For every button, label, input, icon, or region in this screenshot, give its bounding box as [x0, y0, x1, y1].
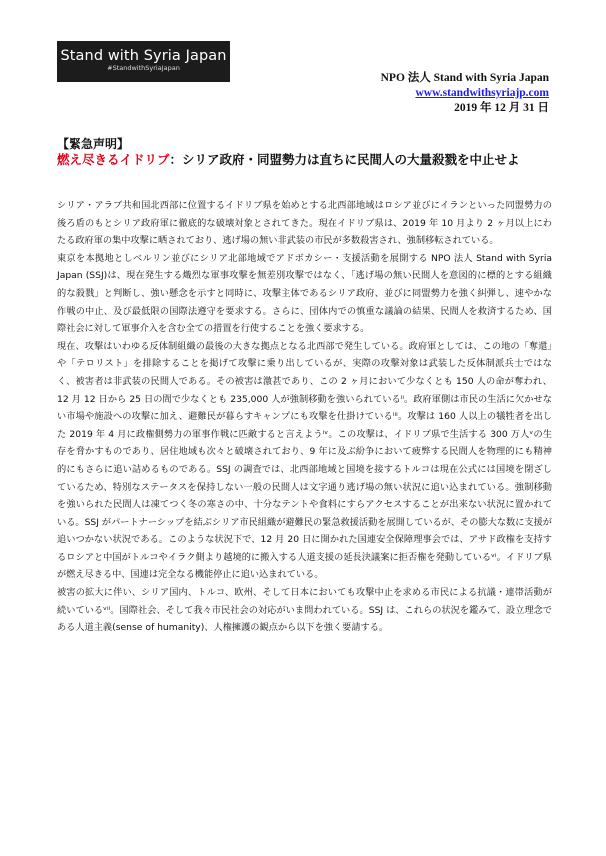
- organization-block: [381, 71, 549, 116]
- paragraph-intro: シリア・アラブ共和国北西部に位置するイドリブ県を始めとする北西部地域はロシア並びにイランといった同盟勢力の後ろ盾のもとシリア政府軍に徹底的な破壊対象とされてきた。現在イドリブ県は、2019 年 10 月より 2 ヶ月以上にわたる政府軍の集中攻撃に晒されており、逃げ場の無い非武装の市民が多数殺害され、強制移転されている。: [57, 200, 552, 247]
- paragraph-ssj-text: ベルリン並びにシリア北部地域でアドボカシー・支援活動を展開する NPO 法人 Stand with Syria Japan (SSJ)は、現在発生する熾烈な軍事攻撃を無差別攻撃ではなく、「逃げ場の無い民間人を意図的に標的とする組織的な殺戮」と判断し、強い懸念を示すと同時に、攻撃主体であるシリア政府、並びに同盟勢力を強く糾弾し、速やかな作戦の中止、及び最低限の国際法遵守を要求する。さらに、団体内での慎重な議論の結果、民間人を救済するため、国際社会に対して軍事介入を含む全ての措置を行使することを強く要求する。: [57, 252, 553, 335]
- logo: [57, 41, 230, 82]
- headline-highlight: 燃え尽きるイドリブ: [57, 152, 170, 167]
- paragraph-ssj-lead: 東京を本拠地とし: [57, 252, 134, 264]
- statement-headline: [57, 152, 520, 168]
- logo-hashtag: #StandwithSyriaJapan: [107, 64, 180, 72]
- website-link[interactable]: www.standwithsyriajp.com: [415, 87, 549, 99]
- headline-text: ：シリア政府・同盟勢力は直ちに民間人の大量殺戮を中止せよ: [169, 152, 520, 167]
- paragraph-ssj: [57, 250, 552, 338]
- statement-label: 【緊急声明】: [57, 137, 130, 151]
- statement-date: 2019 年 12 月 31 日: [454, 102, 549, 114]
- paragraph-request: 被害の拡大に伴い、シリア国内、トルコ、欧州、そして日本においても攻撃中止を求める市民による抗議・連帯活動が続いているᵛⁱⁱ。国際社会、そして我々市民社会の対応がいま問われている。SSJ は、これらの状況を鑑みて、設立理念である人道主義(sense of humanity)、人権擁護の観点から以下を強く要請する。: [57, 587, 552, 634]
- logo-title: Stand with Syria Japan: [60, 48, 227, 64]
- statement-body: [57, 197, 552, 637]
- paragraph-situation: 現在、攻撃はいわゆる反体制組織の最後の大きな拠点となる北西部で発生している。政府軍としては、この地の「奪還」や「テロリスト」を排除することを掲げて攻撃に乗り出しているが、実際の攻撃対象は武装した反体制派兵士ではなく、被害者は非武装の民間人である。その被害は激甚であり、この 2 ヶ月において少なくとも 150 人の命が奪われ、12 月 12 日から 25 日の間で少なくとも 235,000 人が強制移動を強いられているⁱⁱ。政府軍側は市民の生活に欠かせない市場や施設への攻撃に加え、避難民が暮らすキャンプにも攻撃を仕掛けているⁱⁱⁱ。攻撃は 160 人以上の犠牲者を出した 2019 年 4 月に政権側勢力の軍事作戦に匹敵すると言えようⁱᵛ。この攻撃は、イドリブ県で生活する 300 万人ᵛの生存を脅かすものであり、居住地域も次々と破壊されており、9 年に及ぶ紛争において疲弊する民間人を物理的にも精神的にもさらに追い詰めるものである。SSJ の調査では、北西部地域と国境を接するトルコは現在公式には国境を閉ざしているため、特別なステータスを保持しない一般の民間人は文字通り逃げ場の無い状況に追い込まれている。強制移動を強いられた民間人は凍てつく冬の寒さの中、十分なテントや食料にすらアクセスすることが出来ない状況に置かれている。SSJ がパートナーシップを結ぶシリア市民組織が避難民の緊急救援活動を展開しているが、その膨大な数に支援が追いつかない状況である。このような状況下で、12 月 20 日に開かれた国連安全保障理事会では、アサド政権を支持するロシアと中国がトルコやイラク側より越境的に搬入する人道支援の延長決議案に拒否権を発動しているᵛⁱ。イドリブ県が燃え尽きる中、国連は完全なる機能停止に追い込まれている。: [57, 340, 553, 581]
- organization-name: NPO 法人 Stand with Syria Japan: [380, 72, 549, 84]
